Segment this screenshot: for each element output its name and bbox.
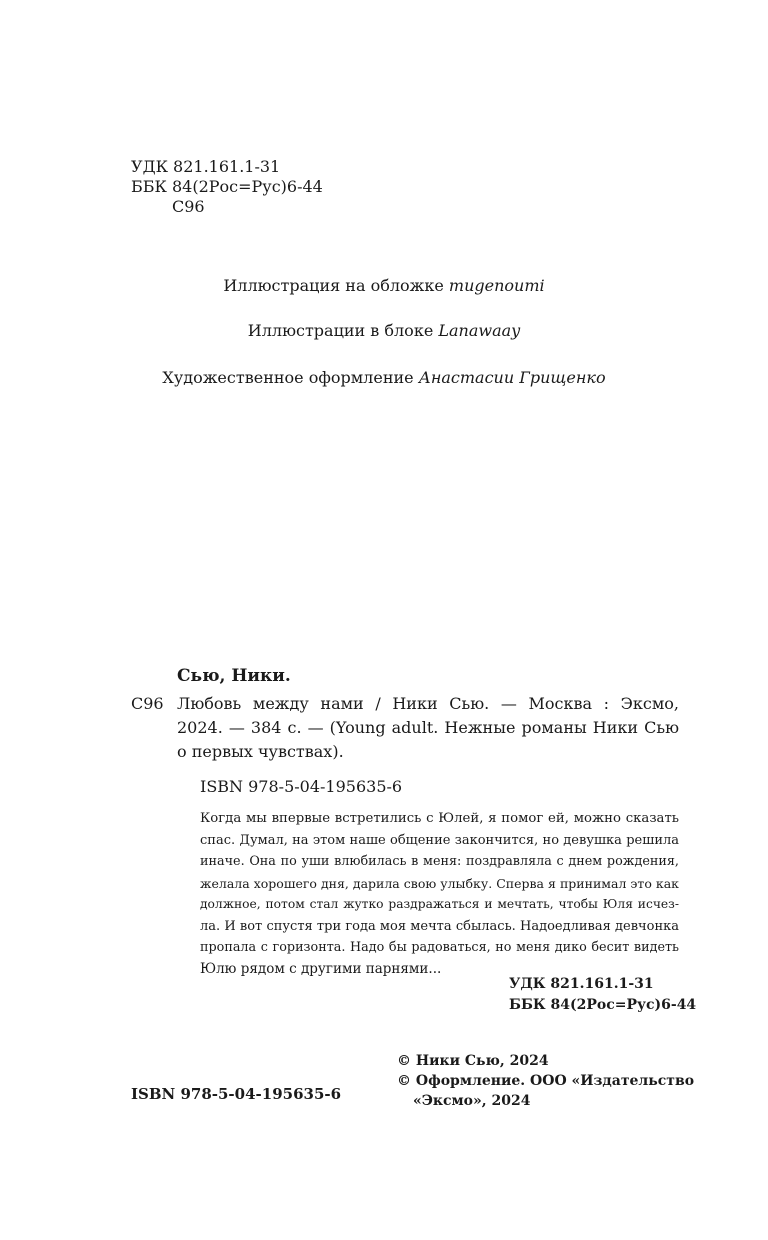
udk-code-top: УДК 821.161.1-31 [131,157,281,176]
cover-credit-label: Иллюстрация на обложке [223,276,444,295]
bbk-code-bottom: ББК 84(2Рос=Рус)6-44 [509,997,697,1013]
catalog-isbn: ISBN 978-5-04-195635-6 [200,777,403,796]
copyright-design: © Оформление. ООО «Издательство [397,1073,695,1089]
annotation-line: спас. Думал, на этом наше общение закончится, но девушка решила [200,832,679,848]
catalog-description [177,692,679,764]
description-line: о первых чувствах). [177,742,344,761]
copyright-author: © Ники Сью, 2024 [397,1053,549,1069]
design-credit [0,368,768,387]
annotation [200,808,679,980]
catalog-author-sign: С96 [131,694,164,713]
annotation-line: Юлю рядом с другими парнями... [200,960,442,977]
author-sign-top: С96 [172,197,205,216]
bbk-code-top: ББК 84(2Рос=Рус)6-44 [131,177,323,196]
designer-name: Анастасии Грищенко [418,368,606,387]
catalog-author-heading: Сью, Ники. [177,666,291,686]
annotation-line: пропала с горизонта. Надо бы радоваться, но меня дико бесит видеть [200,940,679,955]
header-classification-block [131,157,323,217]
block-credit-label: Иллюстрации в блоке [247,321,434,340]
annotation-line: должное, потом стал жутко раздражаться и мечтать, чтобы Юля исчез- [200,897,679,911]
copyright-block [397,1051,694,1111]
block-illustration-credit [0,321,768,340]
footer-isbn: ISBN 978-5-04-195635-6 [131,1085,342,1103]
design-credit-label: Художественное оформление [162,368,414,387]
description-line: Любовь между нами / Ники Сью. — Москва : Эксмо, [177,694,679,713]
description-line: 2024. — 384 с. — (Young adult. Нежные романы Ники Сью [177,718,679,737]
cover-illustration-credit [0,276,768,295]
copyright-design-continued: «Эксмо», 2024 [413,1093,531,1109]
catalog-classification-block [509,974,696,1016]
block-artist-name: Lanawaay [438,321,521,340]
cover-artist-name: mugenoumi [448,276,545,295]
annotation-line: Когда мы впервые встретились с Юлей, я помог ей, можно сказать [200,811,679,826]
udk-code-bottom: УДК 821.161.1-31 [509,976,654,992]
annotation-line: желала хорошего дня, дарила свою улыбку. Сперва я принимал это как [200,875,679,891]
annotation-line: ла. И вот спустя три года моя мечта сбылась. Надоедливая девчонка [200,918,679,934]
annotation-line: иначе. Она по уши влюбилась в меня: поздравляла с днем рождения, [200,854,679,869]
